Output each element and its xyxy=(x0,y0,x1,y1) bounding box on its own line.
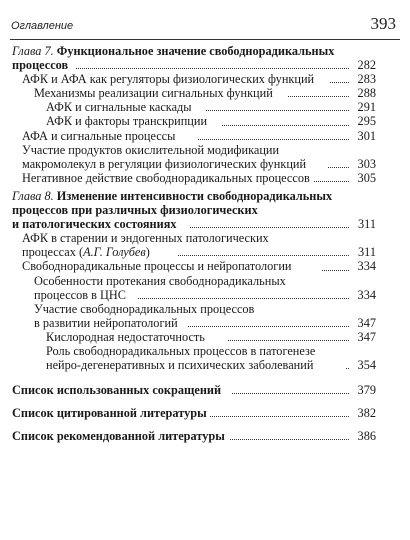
page-ref: 347 xyxy=(357,329,376,344)
chapter-title-line: и патологических состояниях xyxy=(12,217,177,232)
dot-leader xyxy=(138,298,349,299)
header-rule xyxy=(10,39,400,40)
entry-text: Негативное действие свободнорадикальных процессов xyxy=(22,170,310,185)
page-ref: 283 xyxy=(357,72,376,87)
toc-entry[interactable] xyxy=(12,344,376,372)
page-ref: 295 xyxy=(357,114,376,129)
toc-entry[interactable] xyxy=(12,114,376,128)
entry-text: ) xyxy=(145,245,150,260)
dot-leader xyxy=(230,439,349,440)
author-name: А.Г. Голубев xyxy=(83,245,146,260)
entry-text: процессах ( xyxy=(22,245,84,260)
entry-text: Механизмы реализации сигнальных функций xyxy=(34,86,273,101)
toc-entry[interactable] xyxy=(12,330,376,344)
dot-leader xyxy=(322,270,349,271)
page-ref: 386 xyxy=(357,429,376,444)
page-ref: 282 xyxy=(357,58,376,73)
dot-leader xyxy=(346,368,349,369)
chapter-label: Глава 7. xyxy=(12,44,54,58)
dot-leader xyxy=(328,167,349,168)
toc-recommended-literature[interactable] xyxy=(12,429,376,443)
entry-text: нейро-дегенеративных и психических заболеваний xyxy=(46,358,314,373)
entry-text: Список рекомендованной литературы xyxy=(12,429,225,444)
entry-text: макромолекул в регуляции физиологических функций xyxy=(22,156,307,171)
page-ref: 305 xyxy=(357,170,376,185)
page-header xyxy=(10,14,400,38)
entry-text: АФК и сигнальные каскады xyxy=(46,100,192,115)
dot-leader xyxy=(190,227,349,228)
entry-text: Свободнорадикальные процессы и нейропатологии xyxy=(22,259,292,274)
page-ref: 379 xyxy=(357,383,376,398)
toc-cited-literature[interactable] xyxy=(12,406,376,420)
dot-leader xyxy=(288,96,349,97)
page-ref: 347 xyxy=(357,315,376,330)
table-of-contents xyxy=(12,44,376,443)
dot-leader xyxy=(228,340,349,341)
entry-text: Участие свободнорадикальных процессов xyxy=(34,301,255,316)
chapter-title-line: Функциональное значение свободнорадикальных xyxy=(56,44,335,58)
dot-leader xyxy=(330,82,349,83)
entry-text: Особенности протекания свободнорадикальных xyxy=(34,273,286,288)
dot-leader xyxy=(206,110,349,111)
dot-leader xyxy=(178,255,349,256)
entry-text: АФК в старении и эндогенных патологических xyxy=(22,231,269,246)
toc-chapter-7[interactable] xyxy=(12,44,376,72)
page-ref: 311 xyxy=(358,245,376,260)
entry-text: Роль свободнорадикальных процессов в патогенезе xyxy=(46,343,316,358)
toc-entry[interactable] xyxy=(12,259,376,273)
running-head: Оглавление xyxy=(11,20,74,32)
toc-entry[interactable] xyxy=(12,274,376,302)
toc-entry[interactable] xyxy=(12,86,376,100)
chapter-title-line: Изменение интенсивности свободнорадикальных xyxy=(56,188,333,203)
entry-text: Список цитированной литературы xyxy=(12,406,207,421)
toc-entry[interactable] xyxy=(12,302,376,330)
chapter-title-line: процессов xyxy=(12,58,69,73)
toc-entry[interactable] xyxy=(12,231,376,259)
toc-entry[interactable] xyxy=(12,171,376,185)
page-ref: 311 xyxy=(358,217,376,232)
entry-text: Кислородная недостаточность xyxy=(46,329,205,344)
dot-leader xyxy=(222,125,349,126)
toc-chapter-8[interactable] xyxy=(12,189,376,231)
page-ref: 334 xyxy=(357,287,376,302)
page-ref: 301 xyxy=(357,128,376,143)
entry-text: АФК и факторы транскрипции xyxy=(46,114,208,129)
entry-text: АФК и АФА как регуляторы физиологических функций xyxy=(22,72,315,87)
toc-abbreviations[interactable] xyxy=(12,383,376,397)
toc-entry[interactable] xyxy=(12,100,376,114)
dot-leader xyxy=(232,393,349,394)
dot-leader xyxy=(188,326,349,327)
dot-leader xyxy=(76,68,349,69)
entry-text: в развитии нейропатологий xyxy=(34,315,178,330)
dot-leader xyxy=(314,181,349,182)
entry-text: процессов в ЦНС xyxy=(34,287,127,302)
page-ref: 291 xyxy=(357,100,376,115)
page-ref: 382 xyxy=(357,406,376,421)
page-ref: 334 xyxy=(357,259,376,274)
toc-entry[interactable] xyxy=(12,72,376,86)
entry-text: АФА и сигнальные процессы xyxy=(22,128,176,143)
toc-entry[interactable] xyxy=(12,129,376,143)
dot-leader xyxy=(210,416,349,417)
entry-text: Участие продуктов окислительной модификации xyxy=(22,142,280,157)
dot-leader xyxy=(198,139,349,140)
chapter-title-line: процессов при различных физиологических xyxy=(12,203,258,218)
toc-entry[interactable] xyxy=(12,143,376,171)
page-ref: 303 xyxy=(357,156,376,171)
page-ref: 354 xyxy=(357,358,376,373)
page-number: 393 xyxy=(370,14,396,33)
page-ref: 288 xyxy=(357,86,376,101)
entry-text: Список использованных сокращений xyxy=(12,383,222,398)
chapter-label: Глава 8. xyxy=(12,188,54,203)
